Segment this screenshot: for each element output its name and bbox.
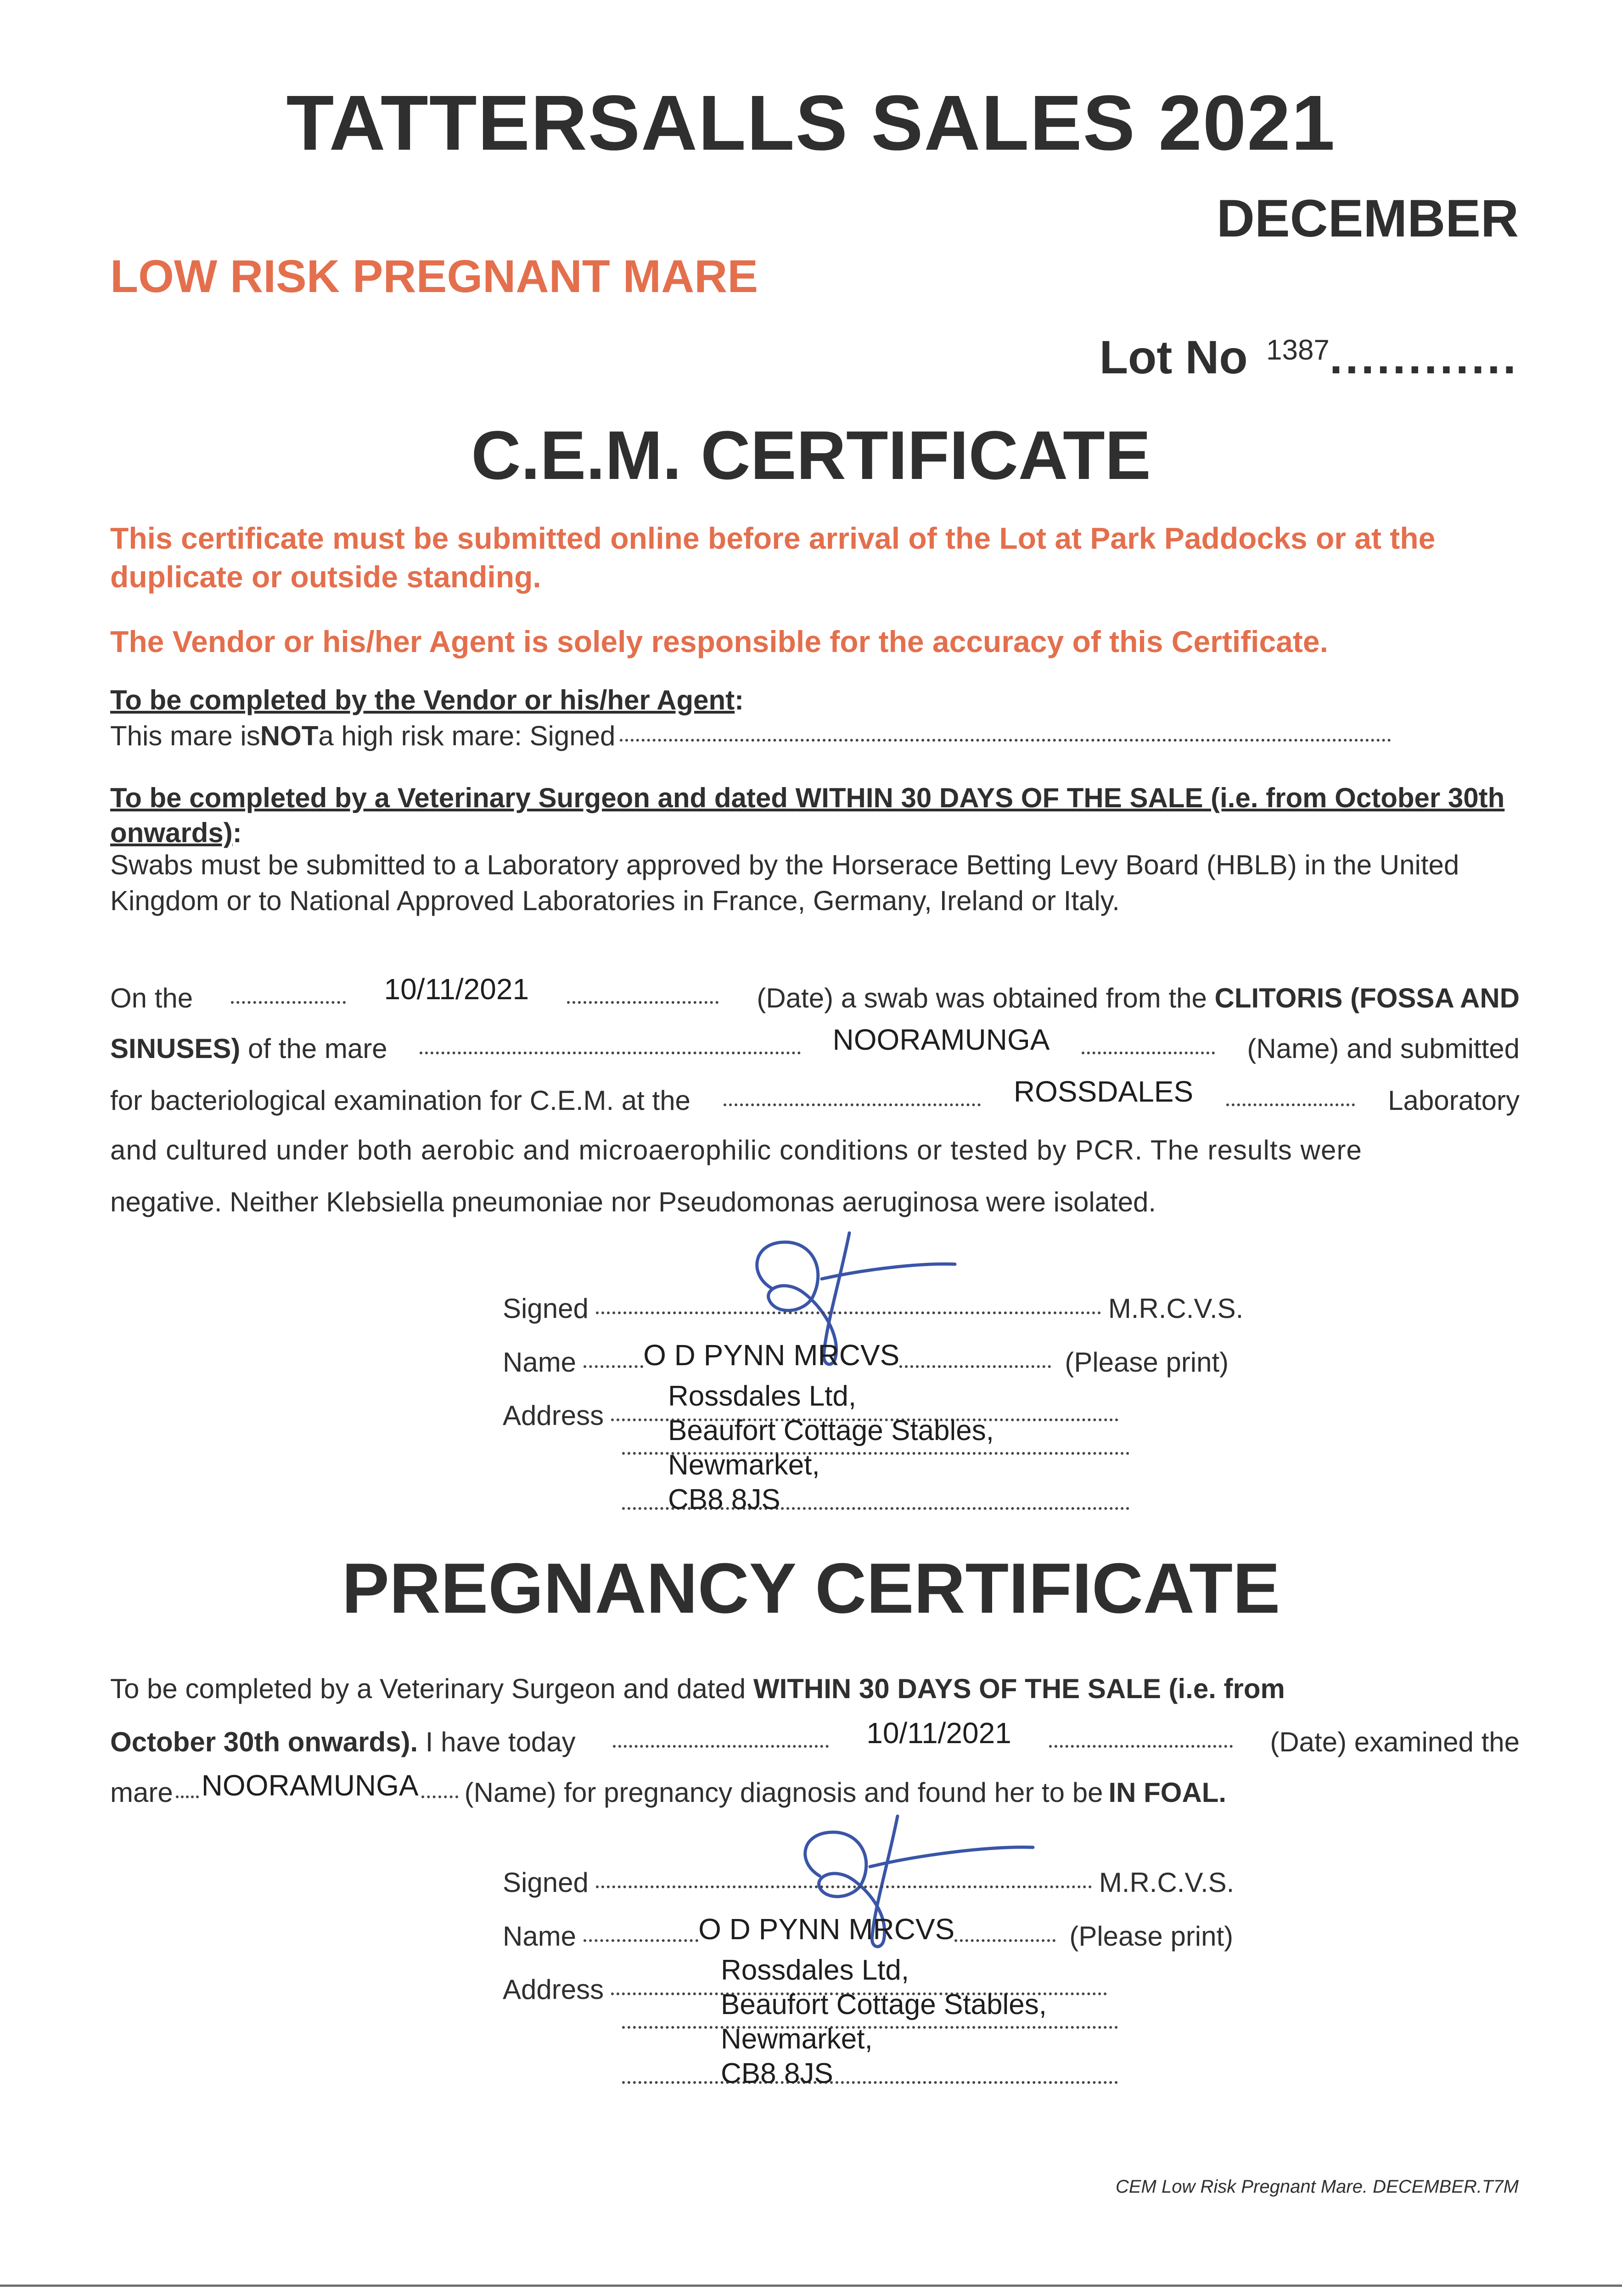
preg-line-3: mare NOORAMUNGA (Name) for pregnancy diagnosis and found her to be IN FOAL. — [110, 1769, 1227, 1808]
lot-number: Lot No $^{1387}$............ — [1099, 331, 1519, 383]
cem-line-2: SINUSES) of the mare NOORAMUNGA (Name) and submitted — [110, 1023, 1520, 1064]
swab-date[interactable]: 10/11/2021 — [384, 973, 529, 1006]
preg-address-dots-3 — [622, 2085, 1118, 2088]
vendor-signature-line[interactable] — [620, 739, 1391, 742]
form-code: CEM Low Risk Pregnant Mare. DECEMBER.T7M — [1115, 2177, 1519, 2197]
preg-signed-row: Signed M.R.C.V.S. — [503, 1867, 1235, 1898]
cem-address-line[interactable]: Rossdales Ltd, — [668, 1380, 857, 1412]
cem-address-line[interactable]: CB8 8JS — [668, 1484, 780, 1515]
preg-address-line[interactable]: CB8 8JS — [721, 2058, 833, 2089]
cem-address-line[interactable]: Beaufort Cottage Stables, — [668, 1415, 994, 1446]
cem-vet-name[interactable]: O D PYNN MRCVS — [643, 1339, 900, 1372]
submit-notice: This certificate must be submitted online before arrival of the Lot at Park Paddocks or at the duplicate or outside standing. — [110, 521, 1436, 594]
sale-month: DECEMBER — [1216, 189, 1519, 248]
swabs-text: Swabs must be submitted to a Laboratory approved by the Horserace Betting Levy Board (HBLB) in the United Kingdom or to National Approved Laboratories in France, Germany, Ireland or Italy. — [110, 850, 1459, 916]
preg-address-line[interactable]: Newmarket, — [721, 2023, 873, 2055]
preg-vet-name[interactable]: O D PYNN MRCVS — [698, 1913, 955, 1946]
cem-certificate-title: C.E.M. CERTIFICATE — [471, 416, 1151, 494]
preg-address-line[interactable]: Rossdales Ltd, — [721, 1954, 909, 1986]
preg-address-line[interactable]: Beaufort Cottage Stables, — [721, 1989, 1047, 2020]
cem-signed-row: Signed M.R.C.V.S. — [503, 1293, 1244, 1324]
vendor-statement: This mare is NOT a high risk mare: Signed — [110, 720, 1396, 752]
cem-line-3: for bacteriological examination for C.E.M. at the ROSSDALES Laboratory — [110, 1075, 1520, 1116]
preg-mare-name[interactable]: NOORAMUNGA — [201, 1769, 419, 1802]
cem-signature-line[interactable] — [596, 1311, 1101, 1314]
pregnancy-certificate-title: PREGNANCY CERTIFICATE — [342, 1548, 1280, 1628]
preg-signature-line[interactable] — [596, 1885, 1092, 1888]
preg-line-1: To be completed by a Veterinary Surgeon and dated WITHIN 30 DAYS OF THE SALE (i.e. from — [110, 1673, 1285, 1704]
preg-address-row: Address — [503, 1974, 1107, 2005]
cem-name-row: Name O D PYNN MRCVS (Please print) — [503, 1339, 1229, 1378]
cem-line-4: and cultured under both aerobic and microaerophilic conditions or tested by PCR. The results were — [110, 1135, 1363, 1165]
lot-label: Lot No — [1099, 331, 1248, 383]
cem-address-line[interactable]: Newmarket, — [668, 1449, 820, 1481]
cem-line-1: On the 10/11/2021 (Date) a swab was obtained from the CLITORIS (FOSSA AND — [110, 973, 1520, 1013]
preg-exam-date[interactable]: 10/11/2021 — [866, 1716, 1011, 1750]
risk-label: LOW RISK PREGNANT MARE — [110, 251, 758, 302]
responsibility-notice: The Vendor or his/her Agent is solely responsible for the accuracy of this Certificate. — [110, 625, 1328, 658]
preg-name-row: Name O D PYNN MRCVS (Please print) — [503, 1913, 1234, 1952]
vet-heading: To be completed by a Veterinary Surgeon and dated WITHIN 30 DAYS OF THE SALE (i.e. from October 30th onwards): — [110, 782, 1505, 848]
cem-address-row: Address — [503, 1400, 1118, 1431]
vendor-heading: To be completed by the Vendor or his/her Agent: — [110, 685, 744, 715]
lot-value: 1387 — [1266, 334, 1330, 366]
cem-line-5: negative. Neither Klebsiella pneumoniae nor Pseudomonas aeruginosa were isolated. — [110, 1187, 1156, 1217]
sales-title: TATTERSALLS SALES 2021 — [286, 79, 1336, 167]
bottom-rule — [0, 2285, 1622, 2287]
cem-mare-name[interactable]: NOORAMUNGA — [832, 1023, 1050, 1056]
laboratory-name[interactable]: ROSSDALES — [1013, 1075, 1194, 1108]
preg-line-2: October 30th onwards). I have today 10/11/2021 (Date) examined the — [110, 1716, 1520, 1757]
